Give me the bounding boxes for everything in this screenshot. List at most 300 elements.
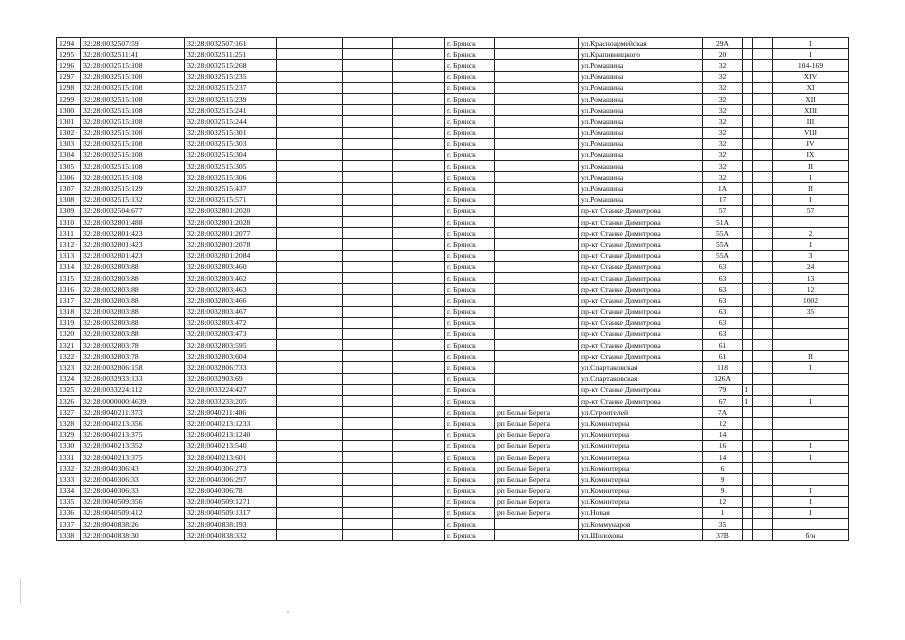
empty-cell <box>277 519 343 530</box>
building-cell <box>743 474 753 485</box>
row-number: 1330 <box>57 440 81 451</box>
house-cell: 63 <box>703 295 743 306</box>
empty-cell <box>753 306 773 317</box>
cadastral-object-cell: 32:28:0040213:1233 <box>185 418 277 429</box>
building-cell: I <box>743 384 753 395</box>
empty-cell <box>393 496 445 507</box>
empty-cell <box>753 161 773 172</box>
empty-cell <box>753 317 773 328</box>
table-row <box>57 172 849 183</box>
empty-cell <box>343 138 393 149</box>
empty-cell <box>277 407 343 418</box>
empty-cell <box>343 306 393 317</box>
city-cell: г. Брянск <box>445 451 495 462</box>
empty-cell <box>393 194 445 205</box>
table-row <box>57 149 849 160</box>
empty-cell <box>277 418 343 429</box>
empty-cell <box>343 105 393 116</box>
empty-cell <box>343 407 393 418</box>
settlement-cell: рп Белые Берега <box>495 463 579 474</box>
empty-cell <box>393 418 445 429</box>
premises-cell: II <box>773 183 849 194</box>
table-row <box>57 463 849 474</box>
premises-cell: XI <box>773 82 849 93</box>
cadastral-parcel-cell: 32:28:0032803:78 <box>81 351 185 362</box>
house-cell: 32 <box>703 149 743 160</box>
house-cell: 32 <box>703 71 743 82</box>
empty-cell <box>343 384 393 395</box>
empty-cell <box>343 340 393 351</box>
premises-cell: 57 <box>773 205 849 216</box>
street-cell: пр-кт Станке Димитрова <box>579 351 703 362</box>
building-cell <box>743 418 753 429</box>
settlement-cell <box>495 362 579 373</box>
empty-cell <box>277 451 343 462</box>
row-number: 1322 <box>57 351 81 362</box>
row-number: 1307 <box>57 183 81 194</box>
premises-cell: I <box>773 49 849 60</box>
cadastral-object-cell: 32:28:0032801:2028 <box>185 217 277 228</box>
house-cell: 55А <box>703 239 743 250</box>
empty-cell <box>753 340 773 351</box>
empty-cell <box>393 127 445 138</box>
street-cell: ул.Ромашина <box>579 194 703 205</box>
premises-cell <box>773 384 849 395</box>
row-number: 1302 <box>57 127 81 138</box>
table-row <box>57 351 849 362</box>
cadastral-object-cell: 32:28:0032515:237 <box>185 82 277 93</box>
street-cell: ул.Крапивницкого <box>579 49 703 60</box>
house-cell: 61 <box>703 340 743 351</box>
premises-cell: 24 <box>773 261 849 272</box>
street-cell: пр-кт Станке Димитрова <box>579 317 703 328</box>
row-number: 1297 <box>57 71 81 82</box>
street-cell: пр-кт Станке Димитрова <box>579 295 703 306</box>
empty-cell <box>753 530 773 541</box>
premises-cell <box>773 418 849 429</box>
empty-cell <box>393 60 445 71</box>
cadastral-object-cell: 32:28:0032803:604 <box>185 351 277 362</box>
settlement-cell: рп Белые Берега <box>495 451 579 462</box>
empty-cell <box>277 396 343 407</box>
row-number: 1311 <box>57 228 81 239</box>
empty-cell <box>343 317 393 328</box>
street-cell: ул.Коммунаров <box>579 519 703 530</box>
city-cell: г. Брянск <box>445 306 495 317</box>
premises-cell <box>773 407 849 418</box>
empty-cell <box>393 138 445 149</box>
table-row <box>57 485 849 496</box>
cadastral-object-cell: 32:28:0040306:273 <box>185 463 277 474</box>
settlement-cell <box>495 519 579 530</box>
empty-cell <box>753 71 773 82</box>
empty-cell <box>343 396 393 407</box>
cadastral-parcel-cell: 32:28:0040509:356 <box>81 496 185 507</box>
settlement-cell <box>495 384 579 395</box>
cadastral-parcel-cell: 32:28:0032803:88 <box>81 284 185 295</box>
cadastral-parcel-cell: 32:28:0040509:412 <box>81 507 185 518</box>
building-cell <box>743 507 753 518</box>
cadastral-object-cell: 32:28:0032515:239 <box>185 93 277 104</box>
cadastral-parcel-cell: 32:28:0033224:112 <box>81 384 185 395</box>
empty-cell <box>393 295 445 306</box>
empty-cell <box>393 463 445 474</box>
building-cell <box>743 194 753 205</box>
city-cell: г. Брянск <box>445 440 495 451</box>
building-cell <box>743 183 753 194</box>
street-cell: ул.Коминтерна <box>579 463 703 474</box>
house-cell: 67 <box>703 396 743 407</box>
cadastral-object-cell: 32:28:0032803:460 <box>185 261 277 272</box>
empty-cell <box>753 49 773 60</box>
empty-cell <box>343 239 393 250</box>
empty-cell <box>753 250 773 261</box>
street-cell: ул.Новая <box>579 507 703 518</box>
empty-cell <box>753 38 773 49</box>
premises-cell: I <box>773 451 849 462</box>
premises-cell: I <box>773 485 849 496</box>
empty-cell <box>343 429 393 440</box>
empty-cell <box>393 284 445 295</box>
premises-cell <box>773 217 849 228</box>
settlement-cell <box>495 340 579 351</box>
settlement-cell <box>495 183 579 194</box>
empty-cell <box>343 485 393 496</box>
row-number: 1331 <box>57 451 81 462</box>
premises-cell: I <box>773 194 849 205</box>
building-cell <box>743 284 753 295</box>
cadastral-object-cell: 32:28:0032903:69 <box>185 373 277 384</box>
cadastral-parcel-cell: 32:28:0040213:356 <box>81 418 185 429</box>
premises-cell <box>773 519 849 530</box>
cadastral-parcel-cell: 32:28:0032515:108 <box>81 127 185 138</box>
premises-cell: 2 <box>773 228 849 239</box>
cadastral-parcel-cell: 32:28:0032803:88 <box>81 272 185 283</box>
table-row <box>57 194 849 205</box>
table-row <box>57 250 849 261</box>
empty-cell <box>393 38 445 49</box>
table-row <box>57 295 849 306</box>
cadastral-object-cell: 32:28:0032515:268 <box>185 60 277 71</box>
empty-cell <box>343 373 393 384</box>
empty-cell <box>277 183 343 194</box>
empty-cell <box>277 239 343 250</box>
empty-cell <box>343 60 393 71</box>
premises-cell: II <box>773 351 849 362</box>
empty-cell <box>393 530 445 541</box>
empty-cell <box>343 161 393 172</box>
row-number: 1310 <box>57 217 81 228</box>
empty-cell <box>343 149 393 160</box>
cadastral-object-cell: 32:28:0040306:297 <box>185 474 277 485</box>
cadastral-parcel-cell: 32:28:0032801:488 <box>81 217 185 228</box>
city-cell: г. Брянск <box>445 261 495 272</box>
empty-cell <box>343 463 393 474</box>
building-cell <box>743 362 753 373</box>
table-row <box>57 373 849 384</box>
city-cell: г. Брянск <box>445 116 495 127</box>
row-number: 1313 <box>57 250 81 261</box>
row-number: 1316 <box>57 284 81 295</box>
cadastral-parcel-cell: 32:28:0032803:78 <box>81 340 185 351</box>
table-row <box>57 451 849 462</box>
table-row <box>57 496 849 507</box>
settlement-cell <box>495 60 579 71</box>
premises-cell <box>773 429 849 440</box>
empty-cell <box>753 239 773 250</box>
premises-cell: I <box>773 496 849 507</box>
empty-cell <box>753 507 773 518</box>
cadastral-parcel-cell: 32:28:0032803:88 <box>81 306 185 317</box>
empty-cell <box>753 485 773 496</box>
street-cell: ул.Ромашина <box>579 71 703 82</box>
street-cell: ул.Коминтерна <box>579 429 703 440</box>
row-number: 1319 <box>57 317 81 328</box>
row-number: 1325 <box>57 384 81 395</box>
row-number: 1329 <box>57 429 81 440</box>
row-number: 1336 <box>57 507 81 518</box>
cadastral-parcel-cell: 32:28:0032504:677 <box>81 205 185 216</box>
row-number: 1303 <box>57 138 81 149</box>
empty-cell <box>343 228 393 239</box>
row-number: 1298 <box>57 82 81 93</box>
empty-cell <box>277 38 343 49</box>
empty-cell <box>343 519 393 530</box>
settlement-cell <box>495 127 579 138</box>
settlement-cell: рп Белые Берега <box>495 474 579 485</box>
empty-cell <box>393 362 445 373</box>
house-cell: 63 <box>703 272 743 283</box>
building-cell <box>743 127 753 138</box>
empty-cell <box>393 149 445 160</box>
building-cell <box>743 272 753 283</box>
settlement-cell <box>495 328 579 339</box>
empty-cell <box>753 172 773 183</box>
empty-cell <box>343 250 393 261</box>
empty-cell <box>753 295 773 306</box>
cadastral-parcel-cell: 32:28:0032515:108 <box>81 172 185 183</box>
empty-cell <box>277 284 343 295</box>
empty-cell <box>277 116 343 127</box>
row-number: 1295 <box>57 49 81 60</box>
street-cell: пр-кт Станке Димитрова <box>579 272 703 283</box>
premises-cell: I <box>773 38 849 49</box>
empty-cell <box>753 440 773 451</box>
table-row <box>57 317 849 328</box>
city-cell: г. Брянск <box>445 507 495 518</box>
city-cell: г. Брянск <box>445 183 495 194</box>
city-cell: г. Брянск <box>445 272 495 283</box>
table-row <box>57 272 849 283</box>
house-cell: 35 <box>703 519 743 530</box>
street-cell: ул.Ромашина <box>579 105 703 116</box>
street-cell: пр-кт Станке Димитрова <box>579 284 703 295</box>
table-row <box>57 261 849 272</box>
cadastral-object-cell: 32:28:0032803:472 <box>185 317 277 328</box>
cadastral-object-cell: 32:28:0032803:462 <box>185 272 277 283</box>
building-cell <box>743 205 753 216</box>
city-cell: г. Брянск <box>445 474 495 485</box>
row-number: 1321 <box>57 340 81 351</box>
table-row <box>57 205 849 216</box>
empty-cell <box>277 507 343 518</box>
row-number: 1309 <box>57 205 81 216</box>
street-cell: ул.Коминтерна <box>579 485 703 496</box>
cadastral-parcel-cell: 32:28:0032515:108 <box>81 116 185 127</box>
city-cell: г. Брянск <box>445 49 495 60</box>
empty-cell <box>393 519 445 530</box>
city-cell: г. Брянск <box>445 429 495 440</box>
cadastral-object-cell: 32:28:0040213:540 <box>185 440 277 451</box>
street-cell: ул.Ромашина <box>579 149 703 160</box>
premises-cell: б/н <box>773 530 849 541</box>
city-cell: г. Брянск <box>445 71 495 82</box>
cadastral-object-cell: 32:28:0040213:601 <box>185 451 277 462</box>
cadastral-object-cell: 32:28:0032801:2020 <box>185 205 277 216</box>
table-row <box>57 340 849 351</box>
empty-cell <box>753 362 773 373</box>
cadastral-parcel-cell: 32:28:0032515:132 <box>81 194 185 205</box>
settlement-cell: рп Белые Берега <box>495 507 579 518</box>
empty-cell <box>753 373 773 384</box>
cadastral-object-cell: 32:28:0033233:205 <box>185 396 277 407</box>
empty-cell <box>393 306 445 317</box>
settlement-cell <box>495 250 579 261</box>
cadastral-object-cell: 32:28:0033224:427 <box>185 384 277 395</box>
empty-cell <box>343 474 393 485</box>
cadastral-parcel-cell: 32:28:0040838:30 <box>81 530 185 541</box>
table-row <box>57 519 849 530</box>
row-number: 1301 <box>57 116 81 127</box>
cadastral-object-cell: 32:28:0040509:1317 <box>185 507 277 518</box>
empty-cell <box>393 172 445 183</box>
empty-cell <box>277 306 343 317</box>
street-cell: пр-кт Станке Димитрова <box>579 205 703 216</box>
house-cell: 55А <box>703 250 743 261</box>
empty-cell <box>753 328 773 339</box>
premises-cell: I <box>773 362 849 373</box>
cadastral-parcel-cell: 32:28:0032515:108 <box>81 82 185 93</box>
building-cell <box>743 261 753 272</box>
empty-cell <box>277 149 343 160</box>
empty-cell <box>277 463 343 474</box>
street-cell: пр-кт Станке Димитрова <box>579 328 703 339</box>
empty-cell <box>753 463 773 474</box>
settlement-cell <box>495 351 579 362</box>
row-number: 1314 <box>57 261 81 272</box>
cadastral-parcel-cell: 32:28:0032511:41 <box>81 49 185 60</box>
city-cell: г. Брянск <box>445 217 495 228</box>
empty-cell <box>753 105 773 116</box>
cadastral-parcel-cell: 32:28:0032801:423 <box>81 250 185 261</box>
house-cell: 32 <box>703 161 743 172</box>
empty-cell <box>753 418 773 429</box>
city-cell: г. Брянск <box>445 239 495 250</box>
empty-cell <box>277 384 343 395</box>
city-cell: г. Брянск <box>445 418 495 429</box>
city-cell: г. Брянск <box>445 228 495 239</box>
premises-cell: XIV <box>773 71 849 82</box>
street-cell: ул.Спартаковская <box>579 373 703 384</box>
city-cell: г. Брянск <box>445 38 495 49</box>
premises-cell <box>773 373 849 384</box>
row-number: 1324 <box>57 373 81 384</box>
building-cell <box>743 496 753 507</box>
settlement-cell <box>495 194 579 205</box>
settlement-cell <box>495 217 579 228</box>
premises-cell: I <box>773 172 849 183</box>
city-cell: г. Брянск <box>445 149 495 160</box>
building-cell <box>743 340 753 351</box>
house-cell: 7А <box>703 407 743 418</box>
empty-cell <box>753 496 773 507</box>
house-cell: 63 <box>703 284 743 295</box>
empty-cell <box>753 519 773 530</box>
premises-cell: II <box>773 161 849 172</box>
city-cell: г. Брянск <box>445 396 495 407</box>
house-cell: 20 <box>703 49 743 60</box>
premises-cell: XIII <box>773 105 849 116</box>
cadastral-parcel-cell: 32:28:0032515:108 <box>81 71 185 82</box>
cadastral-object-cell: 32:28:0040306:78 <box>185 485 277 496</box>
cadastral-parcel-cell: 32:28:0040213:352 <box>81 440 185 451</box>
table-row <box>57 138 849 149</box>
cadastral-parcel-cell: 32:28:0032515:108 <box>81 161 185 172</box>
empty-cell <box>753 429 773 440</box>
settlement-cell <box>495 71 579 82</box>
house-cell: 57 <box>703 205 743 216</box>
city-cell: г. Брянск <box>445 496 495 507</box>
house-cell: 118 <box>703 362 743 373</box>
settlement-cell <box>495 284 579 295</box>
street-cell: пр-кт Станке Димитрова <box>579 306 703 317</box>
empty-cell <box>393 429 445 440</box>
empty-cell <box>393 261 445 272</box>
house-cell: 37В <box>703 530 743 541</box>
building-cell <box>743 440 753 451</box>
cadastral-object-cell: 32:28:0032803:473 <box>185 328 277 339</box>
premises-cell: I <box>773 507 849 518</box>
empty-cell <box>277 496 343 507</box>
scan-artifact <box>20 578 21 604</box>
empty-cell <box>393 205 445 216</box>
row-number: 1332 <box>57 463 81 474</box>
row-number: 1317 <box>57 295 81 306</box>
building-cell <box>743 217 753 228</box>
empty-cell <box>393 239 445 250</box>
empty-cell <box>343 183 393 194</box>
empty-cell <box>277 295 343 306</box>
premises-cell: I <box>773 396 849 407</box>
settlement-cell <box>495 138 579 149</box>
empty-cell <box>393 474 445 485</box>
city-cell: г. Брянск <box>445 351 495 362</box>
premises-cell <box>773 463 849 474</box>
table-row <box>57 530 849 541</box>
street-cell: пр-кт Станке Димитрова <box>579 250 703 261</box>
table-row <box>57 239 849 250</box>
house-cell: 55А <box>703 228 743 239</box>
empty-cell <box>343 418 393 429</box>
table-row <box>57 217 849 228</box>
cadastral-parcel-cell: 32:28:0032507:59 <box>81 38 185 49</box>
house-cell: 32 <box>703 105 743 116</box>
building-cell <box>743 239 753 250</box>
empty-cell <box>277 127 343 138</box>
cadastral-object-cell: 32:28:0032515:306 <box>185 172 277 183</box>
street-cell: ул.Коминтерна <box>579 440 703 451</box>
city-cell: г. Брянск <box>445 138 495 149</box>
